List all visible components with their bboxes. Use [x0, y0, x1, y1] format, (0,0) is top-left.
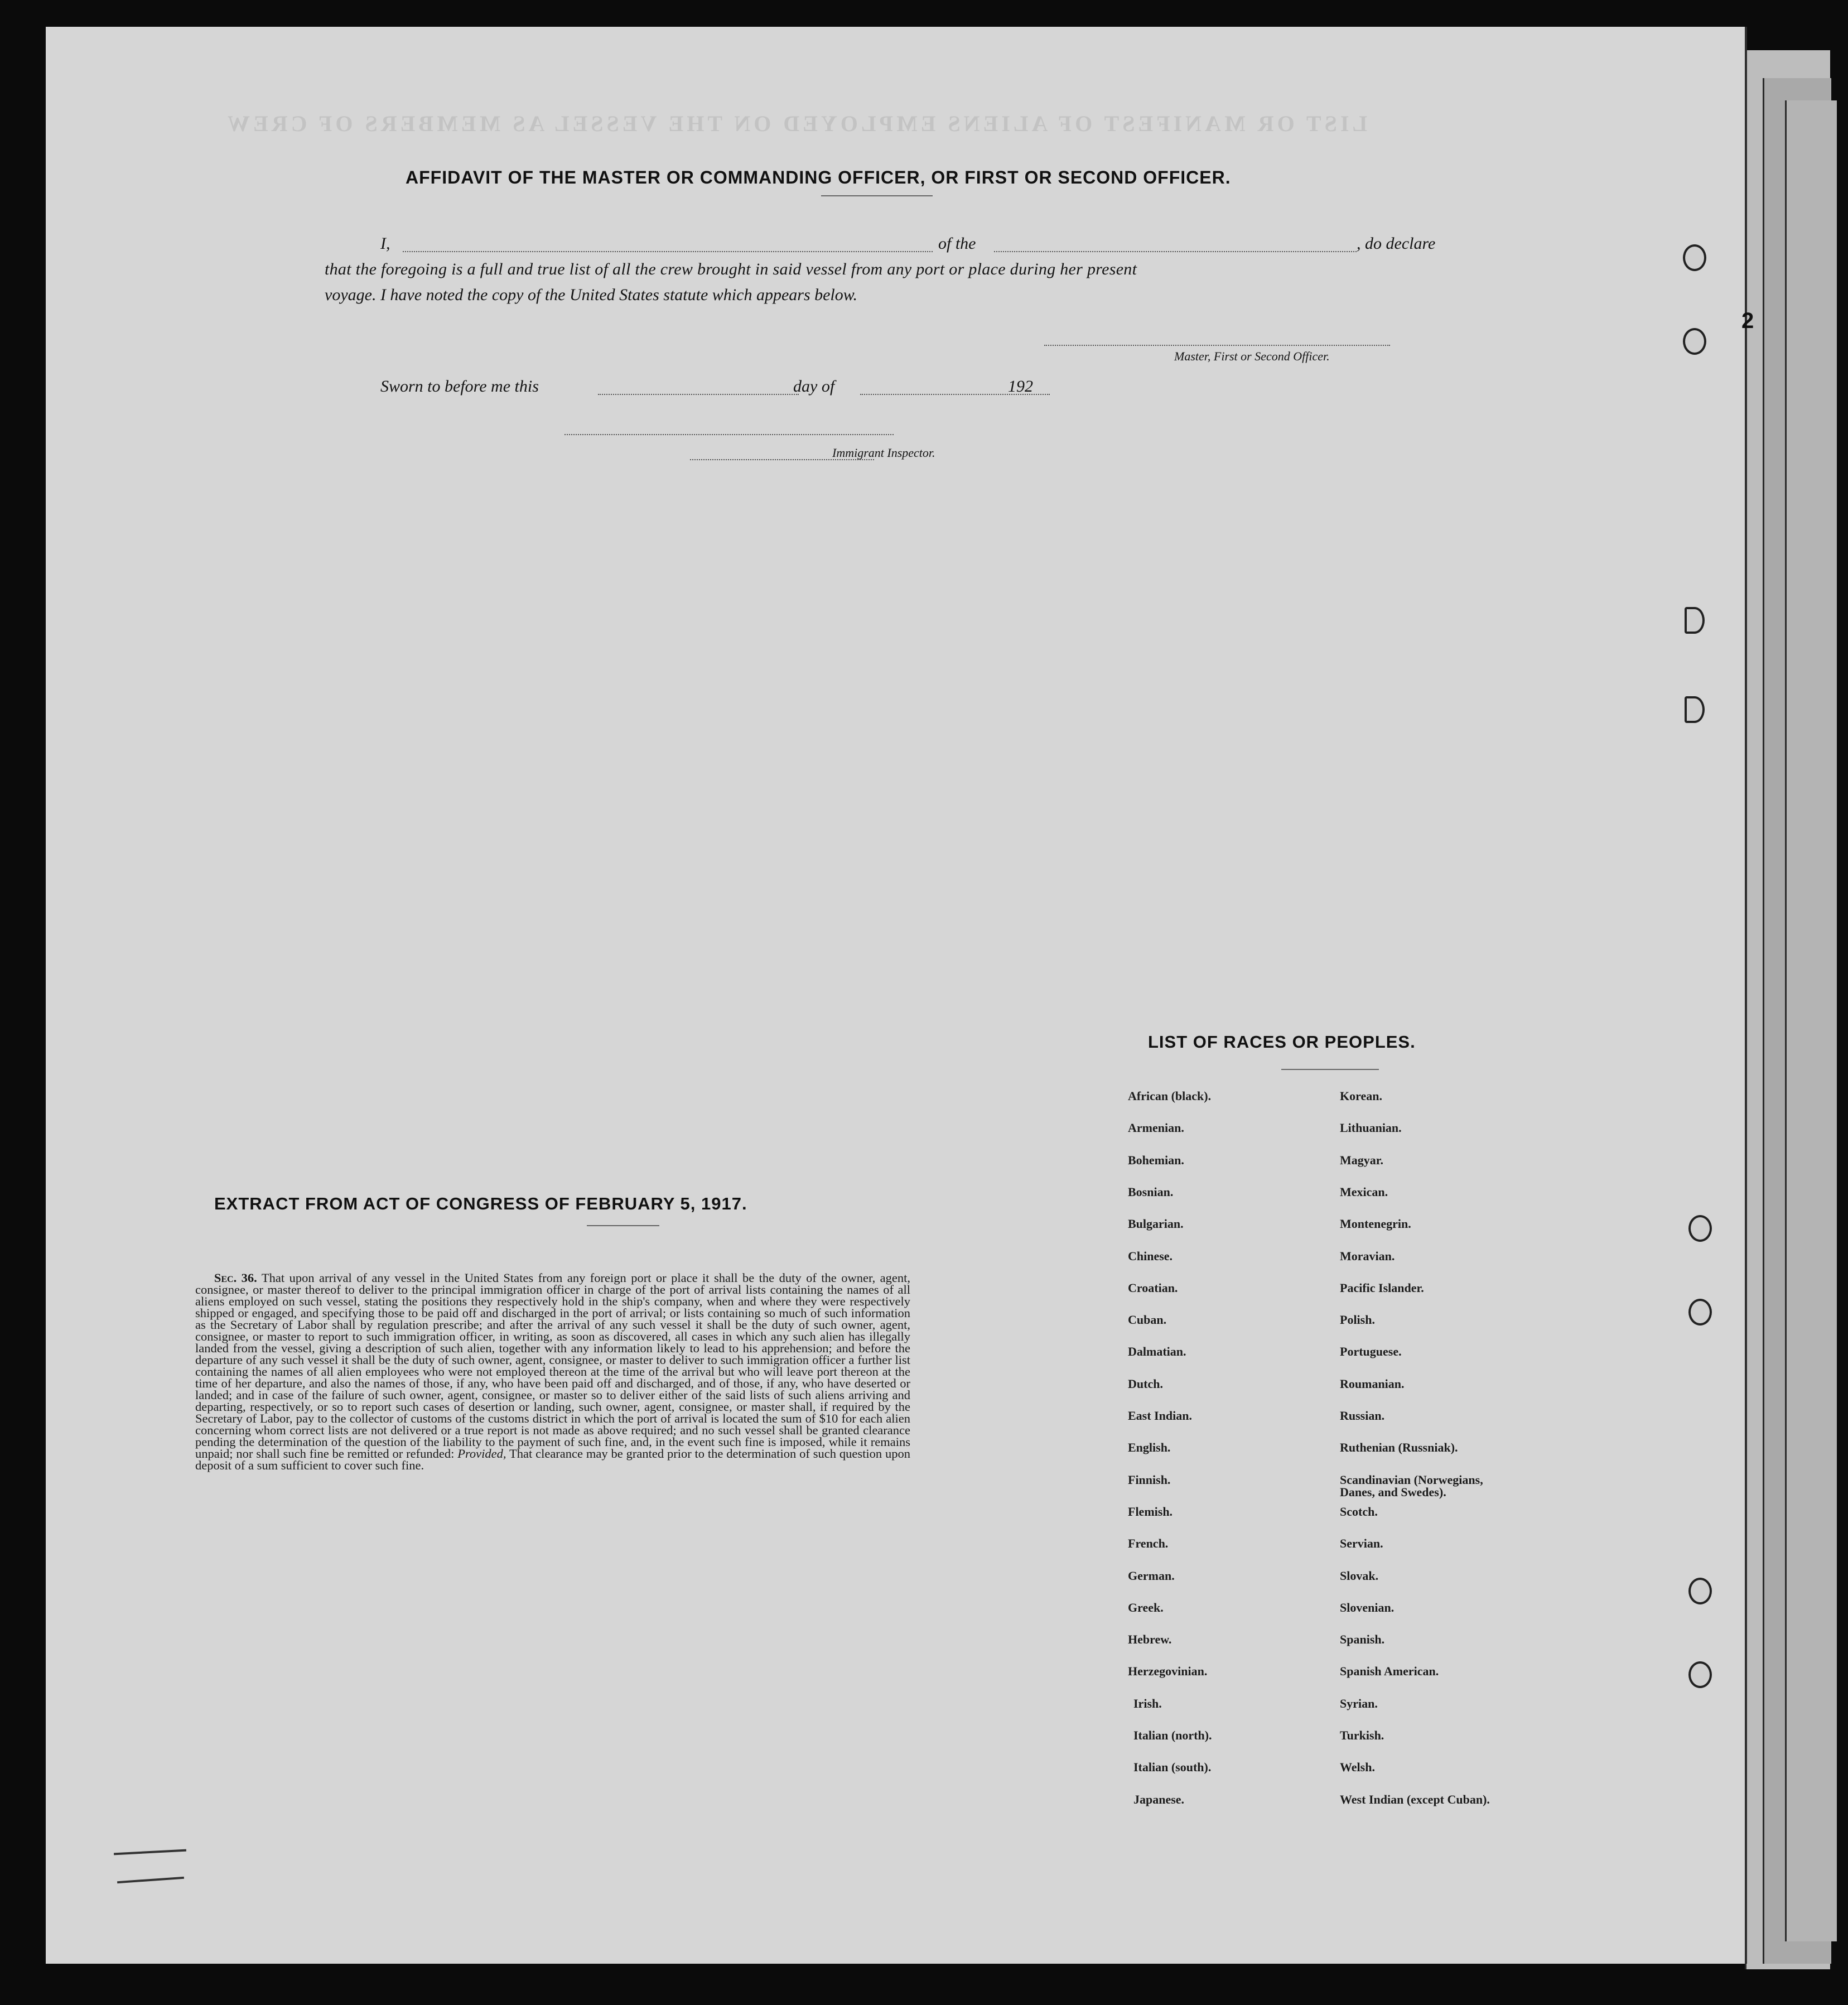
- extract-underline: [587, 1225, 659, 1226]
- margin-stroke: [114, 1849, 186, 1855]
- race-item: Bulgarian.: [1128, 1217, 1184, 1231]
- proviso-label: Provided,: [457, 1447, 506, 1461]
- race-item: Ruthenian (Russniak).: [1340, 1440, 1458, 1455]
- signature-caption: Master, First or Second Officer.: [1174, 349, 1330, 363]
- race-item: Finnish.: [1128, 1472, 1171, 1487]
- punch-hole: [1685, 607, 1705, 634]
- vessel-blank: [994, 251, 1357, 252]
- proviso-text: That clearance may be granted prior to the determination of such question upon deposit of a sum sufficient to cover such fine.: [195, 1447, 910, 1472]
- race-item: Lithuanian.: [1340, 1121, 1402, 1135]
- race-item: Slovak.: [1340, 1568, 1379, 1583]
- affidavit-of-the: of the: [938, 234, 976, 253]
- race-item: Italian (south).: [1133, 1760, 1212, 1775]
- race-item: German.: [1128, 1568, 1175, 1583]
- race-item: Mexican.: [1340, 1184, 1388, 1199]
- race-item: Herzegovinian.: [1128, 1664, 1208, 1679]
- races-underline: [1281, 1069, 1379, 1070]
- race-item: Irish.: [1133, 1696, 1162, 1710]
- races-title: LIST OF RACES OR PEOPLES.: [1148, 1032, 1416, 1052]
- race-item: Flemish.: [1128, 1504, 1173, 1519]
- race-item: Scotch.: [1340, 1504, 1378, 1519]
- affidavit-line-2: that the foregoing is a full and true list of all the crew brought in said vessel from any port or place during her present: [325, 260, 1137, 278]
- affidavit-line-3: voyage. I have noted the copy of the United States statute which appears below.: [325, 286, 858, 304]
- race-item: Hebrew.: [1128, 1632, 1172, 1647]
- page-stack-edge: [1785, 100, 1837, 1941]
- name-blank: [403, 251, 933, 252]
- sworn-year: 192: [1008, 377, 1033, 396]
- race-item: Welsh.: [1340, 1760, 1375, 1775]
- statute-body: That upon arrival of any vessel in the United States from any foreign port or place it shall be the duty of the owner, agent, consignee, or master thereof to deliver to the principal immigration officer in charge of the port of arrival lists containing the names of all aliens employed on such vessel, stating the positions they respectively hold in the ship's company, when and where they were respectively shipped or engaged, and specifying those to be paid off and discharged in the port of arrival; or lists containing so much of such information as the Secretary of Labor shall by regulation prescribe; and after the arrival of any such vessel it shall be the duty of such owner, agent, consignee, or master to report to such immigration officer, in writing, as soon as discovered, all cases in which any such alien has illegally landed from the vessel, giving a description of such alien, together with any information likely to lead to his apprehension; and before the departure of any such vessel it shall be the duty of such owner, agent, consignee, or master to deliver to such immigration officer a further list containing the names of all alien employees who were not employed thereon at the time of the arrival but who will leave port thereon at the time of her departure, and also the names of those, if any, who have been paid off and discharged, and of those, if any, who have deserted or landed; and in case of the failure of such owner, agent, consignee, or master so to deliver either of the said lists of such aliens arriving and departing, respectively, or so to report such cases of desertion or landing, such owner, agent, consignee, or master shall, if required by the Secretary of Labor, pay to the collector of customs of the customs district in which the port of arrival is located the sum of $10 for each alien concerning whom correct lists are not delivered or a true report is not made as above required; and no such vessel shall be granted clearance pending the determination of the question of the liability to the payment of such fine, and, in the event such fine is imposed, while it remains unpaid; nor shall such fine be remitted or refunded:: [195, 1271, 911, 1461]
- race-item: Magyar.: [1340, 1153, 1384, 1167]
- race-item: Greek.: [1128, 1600, 1164, 1614]
- punch-hole: [1688, 1578, 1712, 1604]
- document-page: [46, 27, 1755, 1964]
- race-item: Japanese.: [1133, 1792, 1185, 1806]
- inspector-signature-blank: [564, 434, 894, 435]
- race-item: French.: [1128, 1536, 1169, 1551]
- race-item: Spanish American.: [1340, 1664, 1439, 1679]
- race-item: Montenegrin.: [1340, 1217, 1411, 1231]
- race-item: West Indian (except Cuban).: [1340, 1792, 1490, 1806]
- race-item: African (black).: [1128, 1089, 1212, 1103]
- race-item: Bohemian.: [1128, 1153, 1184, 1167]
- race-item: Syrian.: [1340, 1696, 1378, 1710]
- sworn-prefix: Sworn to before me this: [380, 377, 539, 396]
- race-item: Italian (north).: [1133, 1728, 1212, 1742]
- race-item: Turkish.: [1340, 1728, 1384, 1742]
- race-item: Dalmatian.: [1128, 1344, 1186, 1359]
- race-item: Portuguese.: [1340, 1344, 1402, 1359]
- race-item: Croatian.: [1128, 1280, 1178, 1295]
- race-item: Chinese.: [1128, 1249, 1173, 1263]
- race-item: Russian.: [1340, 1409, 1385, 1423]
- race-item: Scandinavian (Norwegians, Danes, and Swedes).: [1340, 1472, 1483, 1499]
- race-item: Roumanian.: [1340, 1376, 1405, 1391]
- race-item: Moravian.: [1340, 1249, 1395, 1263]
- section-label: Sec. 36.: [214, 1271, 257, 1285]
- race-item: Bosnian.: [1128, 1184, 1174, 1199]
- race-item: Dutch.: [1128, 1376, 1163, 1391]
- signature-blank: [1044, 345, 1390, 346]
- extract-title: EXTRACT FROM ACT OF CONGRESS OF FEBRUARY 5, 1917.: [214, 1194, 747, 1213]
- sworn-day-of: day of: [793, 377, 835, 396]
- affidavit-do-declare: , do declare: [1357, 234, 1436, 253]
- margin-stroke: [117, 1877, 184, 1883]
- title-underline: [821, 195, 933, 196]
- race-item: Polish.: [1340, 1313, 1375, 1327]
- race-item: English.: [1128, 1440, 1171, 1455]
- margin-page-number: 2: [1741, 309, 1755, 333]
- punch-hole: [1683, 328, 1706, 355]
- race-item: Cuban.: [1128, 1313, 1167, 1327]
- day-blank: [598, 394, 799, 395]
- punch-hole: [1683, 244, 1706, 271]
- inspector-caption: Immigrant Inspector.: [832, 446, 935, 460]
- race-item: Slovenian.: [1340, 1600, 1395, 1614]
- bleed-through-text: LIST OR MANIFEST OF ALIENS EMPLOYED ON THE VESSEL AS MEMBERS OF CREW: [224, 111, 1368, 136]
- race-item: Armenian.: [1128, 1121, 1184, 1135]
- punch-hole: [1688, 1299, 1712, 1326]
- punch-hole: [1685, 696, 1705, 723]
- race-item: Pacific Islander.: [1340, 1280, 1424, 1295]
- punch-hole: [1688, 1215, 1712, 1242]
- race-item: Servian.: [1340, 1536, 1383, 1551]
- race-item: Spanish.: [1340, 1632, 1385, 1647]
- race-item: East Indian.: [1128, 1409, 1192, 1423]
- statute-text: [195, 1272, 910, 1471]
- affidavit-title: AFFIDAVIT OF THE MASTER OR COMMANDING OFFICER, OR FIRST OR SECOND OFFICER.: [406, 167, 1231, 187]
- punch-hole: [1688, 1661, 1712, 1688]
- affidavit-i: I,: [380, 234, 390, 253]
- race-item: Korean.: [1340, 1089, 1382, 1103]
